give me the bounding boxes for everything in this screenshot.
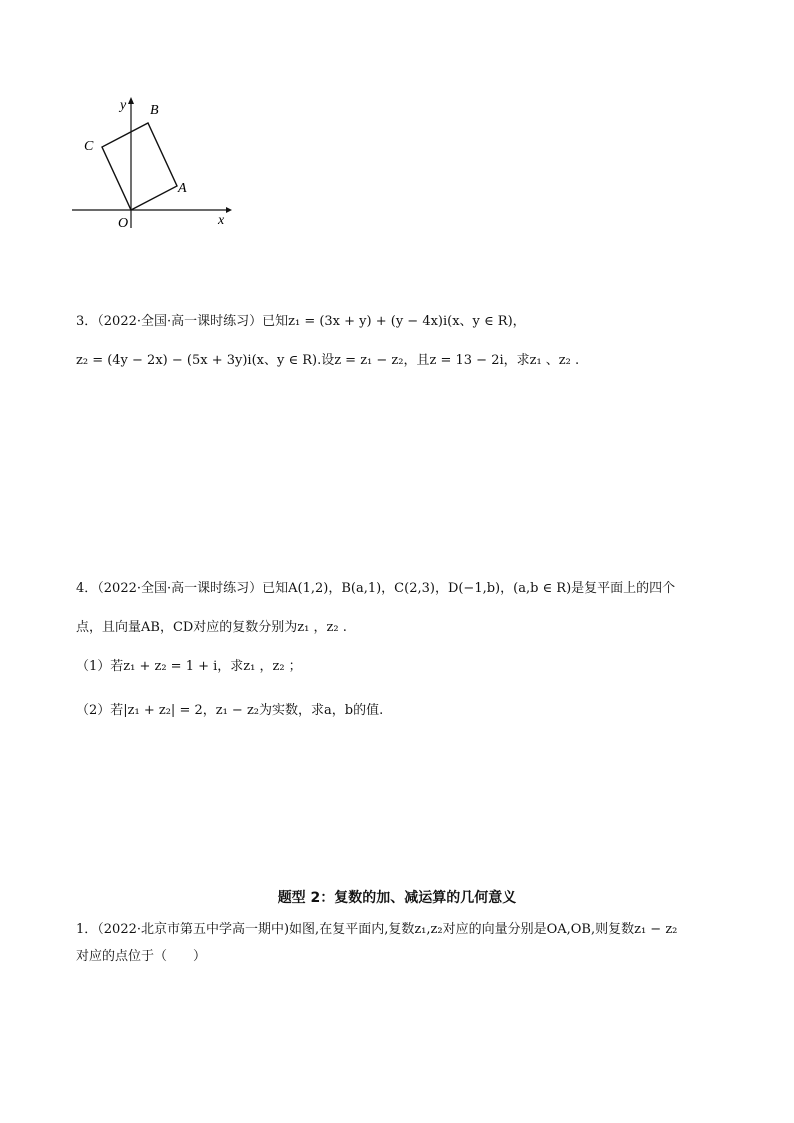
- label-y: y: [120, 98, 127, 113]
- x-axis-arrow: [226, 207, 232, 213]
- q4-line-2: [76, 618, 347, 638]
- q3-line-2: [76, 351, 579, 371]
- q3-line-1: [76, 312, 526, 332]
- y-axis-arrow: [128, 97, 134, 104]
- q1-text-2: 对应的点位于（ ）: [76, 949, 207, 964]
- q4-part-2-text: （2）若|z₁ + z₂| = 2，z₁ − z₂为实数，求a，b的值.: [76, 703, 384, 718]
- q4-line-1: [76, 579, 675, 599]
- q4-part-2: [76, 701, 383, 721]
- section-title: 题型 2：复数的加、减运算的几何意义: [277, 890, 517, 906]
- q1-line-1: [76, 920, 677, 940]
- q4-text-1: 4．（2022·全国·高一课时练习）已知A(1,2)，B(a,1)，C(2,3)，D(−1,b)，(a,b ∈ R)是复平面上的四个: [76, 581, 676, 596]
- q1-line-2: [76, 947, 206, 967]
- label-o: O: [118, 216, 129, 231]
- q3-text-1: 3．（2022·全国·高一课时练习）已知z₁ = (3x + y) + (y − 4x)i(x、y ∈ R)，: [76, 314, 526, 329]
- q4-text-2: 点，且向量AB，CD对应的复数分别为z₁ ，z₂ .: [76, 620, 347, 635]
- label-c: C: [84, 139, 94, 154]
- q4-part-1-text: （1）若z₁ + z₂ = 1 + i，求z₁ ，z₂ ；: [76, 659, 302, 674]
- label-x: x: [218, 213, 225, 228]
- coordinate-figure: [66, 92, 236, 232]
- rectangle-oabc: [102, 123, 177, 210]
- label-a: A: [178, 181, 187, 196]
- q3-text-2: z₂ = (4y − 2x) − (5x + 3y)i(x、y ∈ R).设z = z₁ − z₂，且z = 13 − 2i，求z₁ 、z₂ .: [76, 353, 580, 368]
- label-b: B: [150, 103, 159, 118]
- q4-part-1: [76, 657, 302, 677]
- q1-text-1: 1．（2022·北京市第五中学高一期中)如图,在复平面内,复数z₁,z₂对应的向量分别是OA,OB,则复数z₁ − z₂: [76, 922, 678, 937]
